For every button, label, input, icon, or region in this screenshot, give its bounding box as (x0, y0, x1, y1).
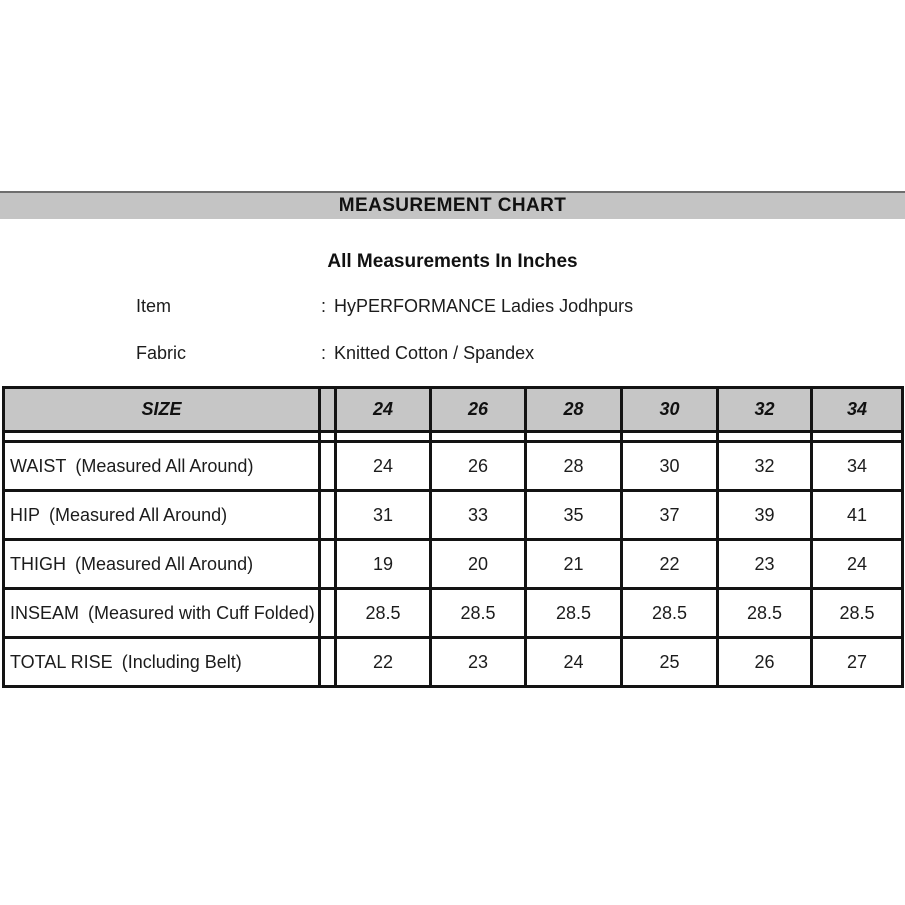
fabric-value (321, 343, 534, 364)
row-term: HIP (10, 505, 41, 525)
measurement-value-cell: 28.5 (431, 589, 526, 638)
measurement-value-cell: 28.5 (622, 589, 718, 638)
item-label: Item (136, 296, 172, 316)
size-column-header: 24 (336, 388, 431, 432)
size-column-header: 34 (812, 388, 903, 432)
measurement-value-cell: 27 (812, 638, 903, 687)
table-row (4, 589, 903, 638)
row-term: TOTAL RISE (10, 652, 113, 672)
item-row (0, 296, 905, 318)
row-term: INSEAM (10, 603, 80, 623)
row-label-cell (4, 540, 320, 589)
gap-cell (320, 491, 336, 540)
row-label-cell (4, 589, 320, 638)
row-note: (Measured All Around) (49, 505, 228, 525)
spacer-row (4, 432, 903, 442)
measurement-value-cell: 20 (431, 540, 526, 589)
spacer-cell (431, 432, 526, 442)
measurement-value-cell: 28.5 (336, 589, 431, 638)
size-table (2, 386, 904, 688)
size-column-header: 26 (431, 388, 526, 432)
fabric-value-text: Knitted Cotton / Spandex (334, 343, 535, 363)
measurement-value-cell: 32 (718, 442, 812, 491)
row-term: WAIST (10, 456, 67, 476)
row-label-cell (4, 638, 320, 687)
measurement-value-cell: 26 (718, 638, 812, 687)
gap-cell (320, 442, 336, 491)
measurement-value-cell: 41 (812, 491, 903, 540)
measurement-value-cell: 39 (718, 491, 812, 540)
table-row (4, 442, 903, 491)
measurement-value-cell: 21 (526, 540, 622, 589)
measurement-value-cell: 33 (431, 491, 526, 540)
row-note: (Measured All Around) (75, 456, 254, 476)
spacer-cell (718, 432, 812, 442)
measurement-value-cell: 26 (431, 442, 526, 491)
gap-cell (320, 540, 336, 589)
measurement-value-cell: 28.5 (718, 589, 812, 638)
size-header-row (4, 388, 903, 432)
fabric-label: Fabric (136, 343, 187, 363)
gap-cell (320, 589, 336, 638)
subtitle: All Measurements In Inches (327, 251, 578, 272)
measurement-value-cell: 30 (622, 442, 718, 491)
measurement-value-cell: 34 (812, 442, 903, 491)
spacer-cell (622, 432, 718, 442)
measurement-value-cell: 19 (336, 540, 431, 589)
spacer-cell (4, 432, 320, 442)
table-row (4, 491, 903, 540)
measurement-value-cell: 28.5 (812, 589, 903, 638)
measurement-value-cell: 28.5 (526, 589, 622, 638)
page-title: MEASUREMENT CHART (338, 195, 567, 216)
row-note: (Measured All Around) (75, 554, 254, 574)
measurement-value-cell: 24 (526, 638, 622, 687)
title-bar (0, 191, 905, 219)
fabric-separator: : (321, 343, 327, 363)
row-label-cell (4, 491, 320, 540)
size-column-header: 30 (622, 388, 718, 432)
spacer-cell (320, 432, 336, 442)
spacer-cell (336, 432, 431, 442)
table-row (4, 540, 903, 589)
measurement-value-cell: 24 (336, 442, 431, 491)
measurement-value-cell: 22 (622, 540, 718, 589)
size-header-label: SIZE (4, 388, 320, 432)
fabric-row (0, 343, 905, 365)
size-column-header: 28 (526, 388, 622, 432)
measurement-value-cell: 23 (718, 540, 812, 589)
gap-cell (320, 638, 336, 687)
measurement-value-cell: 31 (336, 491, 431, 540)
measurement-value-cell: 22 (336, 638, 431, 687)
row-term: THIGH (10, 554, 66, 574)
size-column-header: 32 (718, 388, 812, 432)
measurement-value-cell: 23 (431, 638, 526, 687)
row-note: (Including Belt) (121, 652, 242, 672)
row-note: (Measured with Cuff Folded) (88, 603, 315, 623)
header-gap-cell (320, 388, 336, 432)
measurement-value-cell: 35 (526, 491, 622, 540)
item-separator: : (321, 296, 327, 316)
spacer-cell (812, 432, 903, 442)
spacer-cell (526, 432, 622, 442)
table-row (4, 638, 903, 687)
measurement-value-cell: 25 (622, 638, 718, 687)
item-value-text: HyPERFORMANCE Ladies Jodhpurs (334, 296, 634, 316)
measurement-value-cell: 37 (622, 491, 718, 540)
measurement-value-cell: 28 (526, 442, 622, 491)
measurement-value-cell: 24 (812, 540, 903, 589)
item-value (321, 296, 633, 317)
row-label-cell (4, 442, 320, 491)
